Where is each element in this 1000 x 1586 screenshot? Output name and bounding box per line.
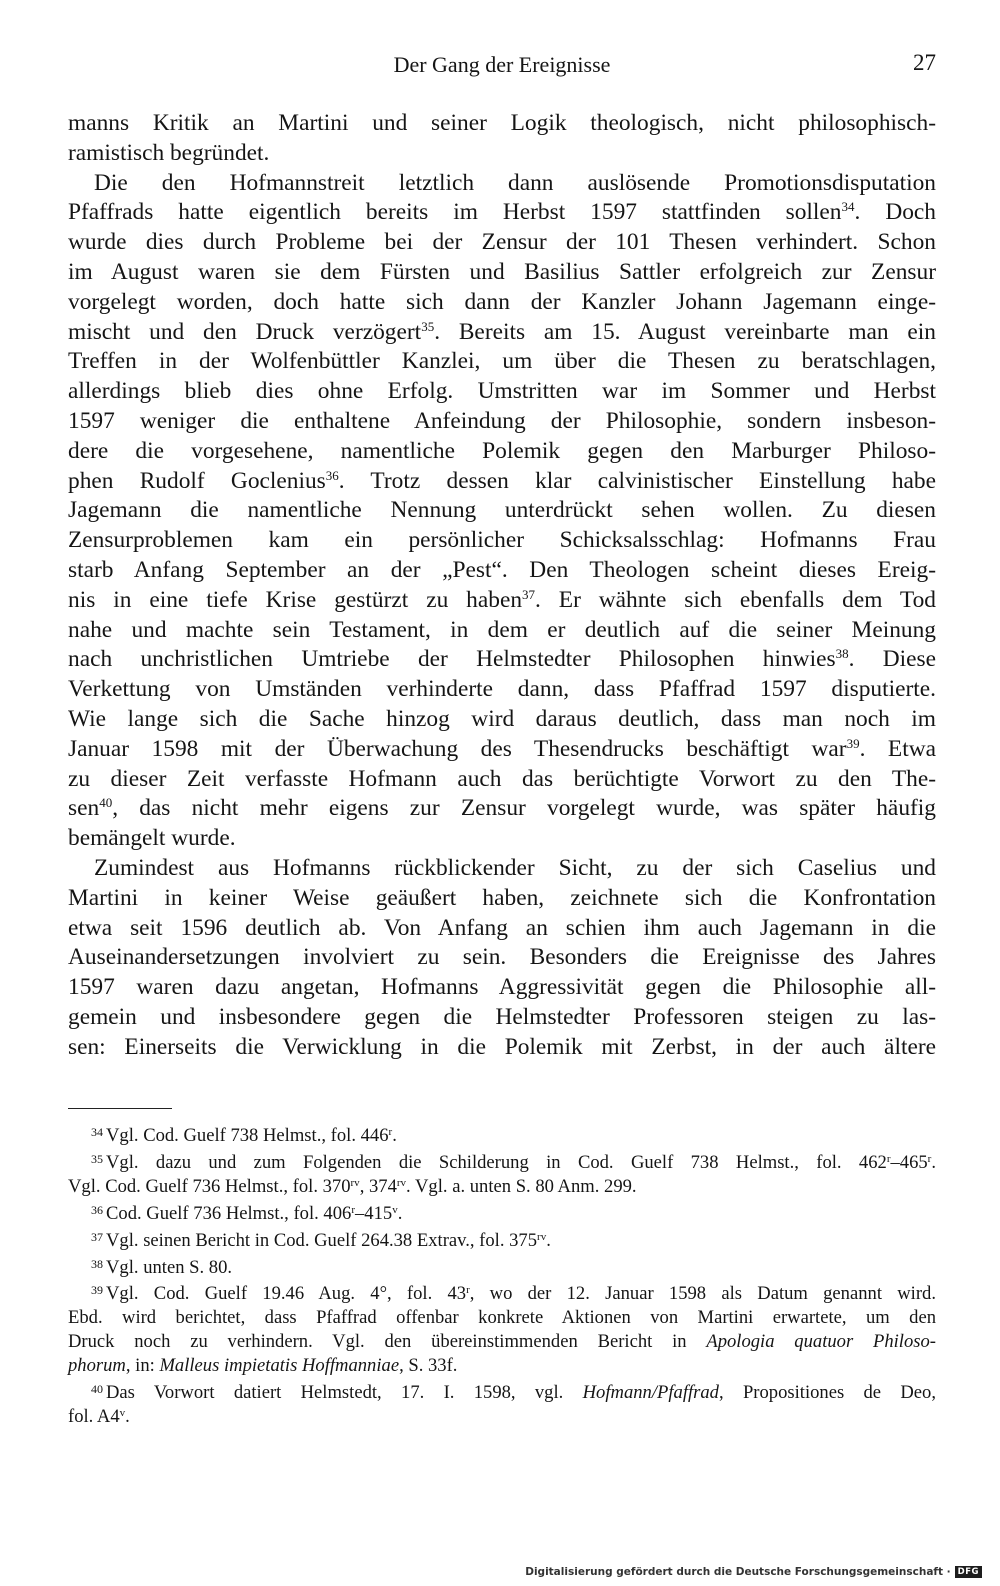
text-line: Verkettung von Umständen verhinderte dann, dass Pfaffrad 1597 disputierte.: [68, 676, 936, 703]
footnote-ref: 34: [841, 199, 855, 215]
text-line: sen$^{40}$, das nicht mehr eigens zur Zensur vorgelegt wurde, was später häufig: [68, 795, 936, 822]
footnote-40: $^{40}$ Das Vorwort datiert Helmstedt, 17. I. 1598, vgl. Hofmann/Pfaffrad, Propositiones de Deo,: [91, 1382, 937, 1404]
footnotes: [68, 1121, 936, 1429]
text-line: Auseinandersetzungen involviert zu sein. Besonders die Ereignisse des Jahres: [68, 944, 936, 971]
text-line: mischt und den Druck verzögert$^{35}$. Bereits am 15. August vereinbarte man ein: [68, 318, 936, 345]
text-line: 1597 weniger die enthaltene Anfeindung der Philosophie, sondern insbeson-: [68, 407, 936, 434]
text-line: Wie lange sich die Sache hinzog wird daraus deutlich, dass man noch im: [68, 705, 936, 732]
text-line: Die den Hofmannstreit letztlich dann auslösende Promotionsdisputation: [94, 169, 936, 196]
dfg-logo: DFG: [955, 1566, 982, 1578]
text-line: zu dieser Zeit verfasste Hofmann auch das berüchtigte Vorwort zu den The-: [68, 765, 936, 792]
text-line: nahe und machte sein Testament, in dem er deutlich auf die seiner Meinung: [68, 616, 936, 643]
text-line: bemängelt wurde.: [68, 825, 236, 852]
footnote-39-line-4: phorum, in: Malleus impietatis Hoffmanniae, S. 33f.: [68, 1355, 458, 1377]
text-line: Zumindest aus Hofmanns rückblickender Sicht, zu der sich Caselius und: [94, 854, 936, 881]
body-text: [68, 109, 936, 1063]
footnote-37: $^{37}$ Vgl. seinen Bericht in Cod. Guelf 264.38 Extrav., fol. $375^{rv}$.: [91, 1229, 551, 1251]
footnote-35-line-2: Vgl. Cod. Guelf 736 Helmst., fol. $370^{rv}$, $374^{rv}$. Vgl. a. unten S. 80 Anm. 299.: [68, 1175, 637, 1197]
page-number: 27: [913, 50, 936, 75]
running-title: Der Gang der Ereignisse: [393, 52, 611, 77]
footnote-ref: 39: [846, 735, 860, 751]
text-line: allerdings blieb dies ohne Erfolg. Umstritten war im Sommer und Herbst: [68, 378, 936, 405]
footnote-39: $^{39}$ Vgl. Cod. Guelf 19.46 Aug. 4°, fol. 43$^r$, wo der 12. Januar 1598 als Datum genannt wird.: [91, 1283, 936, 1305]
text-line: manns Kritik an Martini und seiner Logik theologisch, nicht philosophisch-: [68, 110, 936, 136]
text-line: Januar 1598 mit der Überwachung des Thesendrucks beschäftigt war$^{39}$. Etwa: [68, 735, 936, 762]
footnote-ref: 35: [421, 318, 435, 334]
text-line: starb Anfang September an der „Pest“. Den Theologen scheint dieses Ereig-: [68, 556, 936, 583]
text-line: nis in eine tiefe Krise gestürzt zu haben$^{37}$. Er wähnte sich ebenfalls dem Tod: [68, 586, 936, 613]
credit-text: Digitalisierung gefördert durch die Deutsche Forschungsgemeinschaft ·: [525, 1566, 951, 1578]
footnote-separator: [68, 1108, 172, 1109]
footnote-ref: 37: [522, 586, 536, 602]
text-line: im August waren sie dem Fürsten und Basilius Sattler erfolgreich zur Zensur: [68, 258, 936, 285]
text-line: gemein und insbesondere gegen die Helmstedter Professoren steigen zu las-: [68, 1003, 936, 1030]
digitization-credit: [525, 1566, 982, 1578]
footnote-34: $^{34}$ Vgl. Cod. Guelf 738 Helmst., fol. 446$^r$.: [91, 1125, 397, 1146]
text-line: nach unchristlichen Umtriebe der Helmstedter Philosophen hinwies$^{38}$. Diese: [68, 646, 936, 673]
text-line: ramistisch begründet.: [68, 139, 270, 166]
footnote-36: $^{36}$ Cod. Guelf 736 Helmst., fol. 406$^r$–415$^v$.: [91, 1202, 403, 1224]
text-line: Jagemann die namentliche Nennung unterdrückt sehen wollen. Zu diesen: [68, 497, 936, 524]
text-line: vorgelegt worden, doch hatte sich dann der Kanzler Johann Jagemann einge-: [68, 288, 936, 315]
footnote-ref: 36: [325, 467, 339, 483]
footnote-ref: 38: [835, 646, 849, 662]
text-line: Martini in keiner Weise geäußert haben, zeichnete sich die Konfrontation: [68, 884, 936, 911]
footnote-35: $^{35}$ Vgl. dazu und zum Folgenden die Schilderung in Cod. Guelf 738 Helmst., fol. 462$^r$–465$^r$.: [91, 1151, 936, 1173]
footnote-ref: 40: [99, 795, 113, 811]
text-line: Treffen in der Wolfenbüttler Kanzlei, um über die Thesen zu beratschlagen,: [68, 348, 936, 375]
text-line: etwa seit 1596 deutlich ab. Von Anfang an schien ihm auch Jagemann in die: [68, 914, 936, 941]
footnote-40-line-2: fol. A4$^v$.: [68, 1405, 130, 1427]
text-line: Zensurproblemen kam ein persönlicher Schicksalsschlag: Hofmanns Frau: [68, 527, 936, 554]
text-line: phen Rudolf Goclenius$^{36}$. Trotz dessen klar calvinistischer Einstellung habe: [68, 467, 936, 494]
text-line: wurde dies durch Probleme bei der Zensur der 101 Thesen verhindert. Schon: [68, 229, 936, 256]
footnote-38: $^{38}$ Vgl. unten S. 80.: [91, 1256, 233, 1278]
footnote-39-line-2: Ebd. wird berichtet, dass Pfaffrad offenbar konkrete Aktionen von Martini erwartete, um den: [68, 1307, 936, 1329]
text-line: Pfaffrads hatte eigentlich bereits im Herbst 1597 stattfinden sollen$^{34}$. Doch: [68, 199, 936, 226]
running-header: [68, 50, 936, 84]
text-line: sen: Einerseits die Verwicklung in die Polemik mit Zerbst, in der auch ältere: [68, 1033, 936, 1060]
footnote-39-line-3: Druck noch zu verhindern. Vgl. den übereinstimmenden Bericht in Apologia quatuor Philoso-: [68, 1331, 936, 1353]
text-line: dere die vorgesehene, namentliche Polemik gegen den Marburger Philoso-: [68, 437, 936, 464]
text-line: 1597 waren dazu angetan, Hofmanns Aggressivität gegen die Philosophie all-: [68, 974, 936, 1001]
